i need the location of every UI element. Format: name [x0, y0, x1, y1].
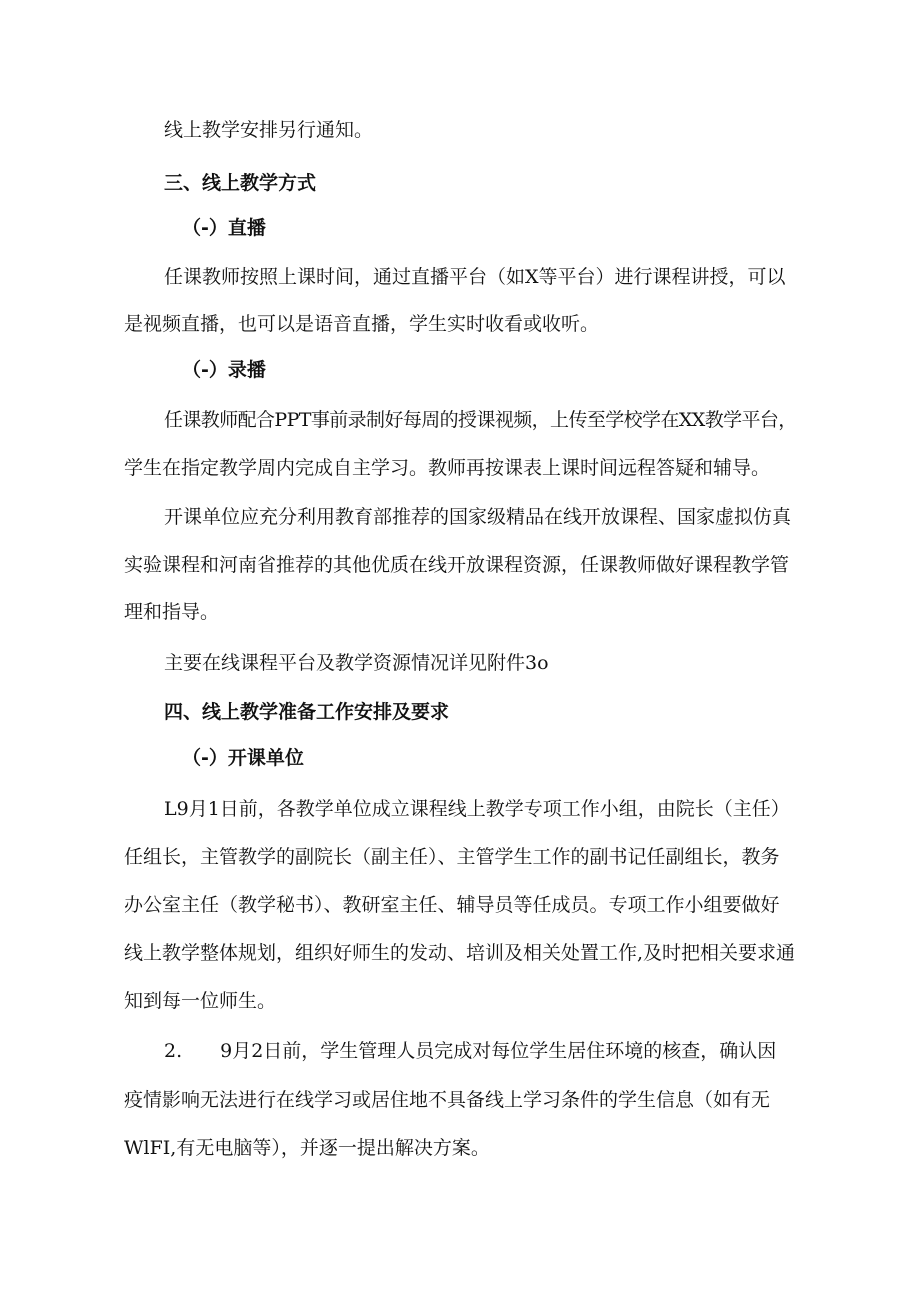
paragraph-line: 理和指导。	[124, 601, 220, 623]
section-heading: 三、线上教学方式	[164, 172, 317, 194]
paragraph-line: WlFI,有无电脑等），并逐一提出解决方案。	[124, 1137, 490, 1159]
subsection-heading: （-）直播	[182, 217, 266, 239]
paragraph-line: 知到每一位师生。	[124, 990, 277, 1012]
section-heading: 四、线上教学准备工作安排及要求	[164, 701, 450, 723]
paragraph-line: 任课教师按照上课时间，通过直播平台（如X等平台）进行课程讲授，可以	[164, 266, 786, 288]
subsection-heading: （-）录播	[182, 359, 266, 381]
paragraph-line: 学生在指定教学周内完成自主学习。教师再按课表上课时间远程答疑和辅导。	[124, 457, 771, 479]
paragraph-line: 开课单位应充分利用教育部推荐的国家级精品在线开放课程、国家虚拟仿真	[164, 506, 792, 528]
paragraph-line: 2. 9月2日前，学生管理人员完成对每位学生居住环境的核查，确认因	[164, 1040, 777, 1062]
paragraph-line: 疫情影响无法进行在线学习或居住地不具备线上学习条件的学生信息（如有无	[124, 1089, 771, 1111]
paragraph-line: 是视频直播，也可以是语音直播，学生实时收看或收听。	[124, 313, 600, 335]
paragraph-line: L9月1日前，各教学单位成立课程线上教学专项工作小组，由院长（主任）	[164, 798, 790, 820]
paragraph-line: 实验课程和河南省推荐的其他优质在线开放课程资源，任课教师做好课程教学管	[124, 554, 790, 576]
paragraph-line: 线上教学整体规划，组织好师生的发动、培训及相关处置工作,及时把相关要求通	[124, 942, 796, 964]
paragraph-line: 线上教学安排另行通知。	[164, 119, 374, 141]
subsection-heading: （-）开课单位	[182, 747, 304, 769]
paragraph-line: 办公室主任（教学秘书）、教研室主任、辅导员等任成员。专项工作小组要做好	[124, 894, 780, 916]
paragraph-line: 主要在线课程平台及教学资源情况详见附件3o	[164, 652, 549, 674]
paragraph-line: 任课教师配合PPT事前录制好每周的授课视频，上传至学校学在XX教学平台，	[164, 409, 797, 431]
paragraph-line: 任组长，主管教学的副院长（副主任）、主管学生工作的副书记任副组长，教务	[124, 846, 780, 868]
